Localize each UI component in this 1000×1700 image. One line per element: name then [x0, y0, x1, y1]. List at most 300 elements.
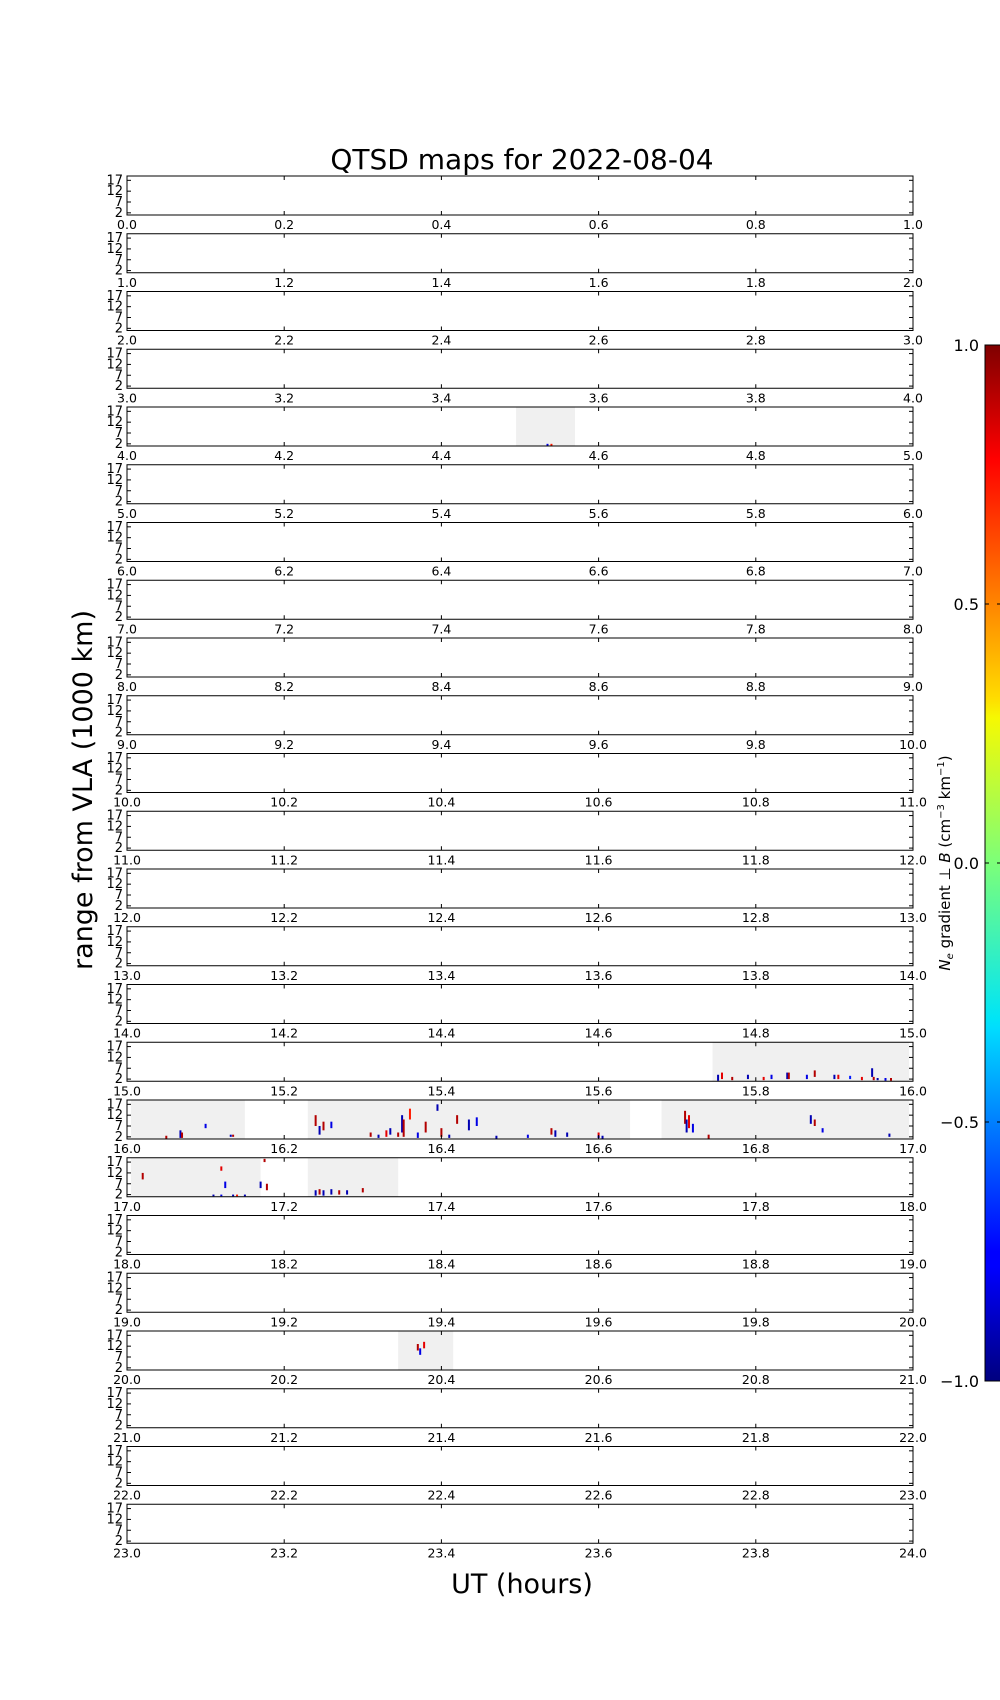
detection-mark: [871, 1068, 873, 1077]
coverage-area: [661, 1100, 909, 1139]
detection-mark: [717, 1075, 719, 1081]
y-tick-label: 2: [114, 1129, 123, 1145]
y-tick-label: 12: [106, 992, 123, 1008]
coverage-area: [308, 1158, 398, 1197]
detection-mark: [417, 1344, 419, 1351]
x-tick-label: 20.0: [113, 1372, 141, 1387]
y-tick-label: 12: [106, 588, 123, 604]
x-tick-label: 22.2: [270, 1487, 299, 1503]
x-tick-label: 6.0: [117, 563, 137, 579]
x-tick-label: 7.0: [117, 621, 137, 637]
x-tick-label: 12.4: [427, 910, 456, 925]
detection-mark: [389, 1128, 391, 1135]
x-tick-label: 15.4: [427, 1083, 456, 1099]
y-tick-label: 2: [114, 841, 123, 857]
y-tick-label: 7: [114, 657, 123, 672]
y-tick-label: 12: [106, 472, 123, 488]
x-tick-label: 10.0: [113, 794, 141, 810]
detection-mark: [747, 1075, 749, 1079]
x-tick-label: 5.0: [903, 448, 923, 463]
x-tick-label: 17.4: [427, 1198, 456, 1214]
y-tick-label: 2: [114, 552, 123, 568]
detection-mark: [806, 1075, 808, 1079]
y-tick-label: 17: [106, 1386, 123, 1402]
y-tick-label: 7: [114, 195, 123, 210]
detection-mark: [385, 1130, 387, 1137]
panel-21: [106, 1386, 927, 1445]
detection-mark: [346, 1190, 348, 1194]
panel-frame: [127, 1331, 913, 1370]
x-tick-label: 21.6: [584, 1429, 613, 1445]
detection-mark: [264, 1159, 266, 1162]
x-tick-label: 12.2: [270, 910, 299, 925]
detection-mark: [362, 1188, 364, 1192]
x-tick-label: 6.6: [588, 563, 609, 579]
x-tick-label: 19.6: [584, 1314, 613, 1330]
x-tick-label: 18.0: [899, 1198, 927, 1214]
x-tick-label: 21.8: [741, 1429, 770, 1445]
panel-23: [106, 1502, 927, 1561]
x-tick-label: 0.4: [431, 217, 452, 232]
x-tick-label: 8.0: [117, 679, 137, 694]
detection-mark: [230, 1135, 232, 1137]
y-tick-label: 7: [114, 368, 123, 384]
x-tick-label: 8.2: [274, 679, 295, 694]
y-tick-label: 7: [114, 1176, 123, 1192]
y-tick-label: 7: [114, 714, 123, 730]
panel-7: [106, 578, 923, 637]
detection-mark: [165, 1136, 167, 1139]
panel-16: [106, 1097, 927, 1156]
x-tick-label: 1.4: [431, 274, 452, 290]
detection-mark: [425, 1122, 427, 1133]
x-tick-label: 18.2: [270, 1256, 299, 1272]
x-tick-label: 10.4: [427, 794, 456, 810]
x-tick-label: 20.4: [427, 1372, 456, 1387]
x-tick-label: 6.0: [903, 505, 923, 521]
colorbar-label-sub: e: [945, 953, 956, 960]
colorbar-tick-label: −0.5: [940, 1113, 979, 1132]
x-tick-label: 4.0: [903, 390, 923, 406]
panel-11: [106, 809, 927, 868]
y-tick-label: 12: [106, 1223, 123, 1239]
x-tick-label: 21.4: [427, 1429, 456, 1445]
detection-mark: [142, 1173, 144, 1180]
x-tick-label: 16.6: [584, 1141, 613, 1156]
detection-mark: [566, 1133, 568, 1137]
y-tick-label: 12: [106, 703, 123, 719]
y-tick-label: 12: [106, 299, 123, 315]
y-tick-label: 2: [114, 379, 123, 395]
detection-mark: [686, 1120, 688, 1133]
y-tick-label: 7: [114, 426, 123, 441]
detection-mark: [315, 1190, 317, 1195]
x-tick-label: 13.2: [270, 967, 299, 983]
x-tick-label: 2.8: [745, 332, 766, 348]
detection-mark: [232, 1195, 234, 1197]
panel-14: [106, 982, 927, 1041]
y-tick-label: 17: [106, 577, 123, 593]
x-tick-label: 0.8: [745, 217, 766, 232]
colorbar-label-close: ): [936, 755, 954, 762]
y-tick-label: 12: [106, 530, 123, 546]
panel-frame: [127, 176, 913, 215]
y-tick-label: 7: [114, 541, 123, 557]
panel-frame: [127, 869, 913, 908]
detection-mark: [873, 1077, 875, 1080]
detection-mark: [417, 1133, 419, 1138]
panel-4: [106, 404, 923, 463]
x-tick-label: 20.8: [741, 1372, 770, 1387]
detection-mark: [692, 1124, 694, 1133]
y-tick-label: 2: [114, 1303, 123, 1319]
x-tick-label: 3.0: [903, 332, 923, 348]
x-tick-label: 12.6: [584, 910, 613, 925]
colorbar: [936, 336, 1000, 1391]
x-tick-label: 3.4: [431, 390, 452, 406]
x-tick-label: 23.6: [584, 1545, 613, 1561]
y-tick-label: 12: [106, 415, 123, 431]
x-tick-label: 13.4: [427, 967, 456, 983]
detection-mark: [554, 1130, 556, 1137]
y-tick-label: 17: [106, 231, 123, 247]
panel-frame: [127, 465, 913, 504]
detection-mark: [260, 1182, 262, 1189]
y-tick-label: 17: [106, 346, 123, 362]
x-tick-label: 15.0: [899, 1025, 927, 1041]
detection-mark: [409, 1109, 411, 1120]
x-tick-label: 4.8: [745, 448, 766, 463]
detection-mark: [888, 1134, 890, 1137]
panel-2: [106, 289, 923, 348]
x-tick-label: 23.0: [899, 1487, 927, 1503]
y-tick-label: 2: [114, 1014, 123, 1030]
y-tick-label: 2: [114, 321, 123, 337]
y-tick-label: 12: [106, 1281, 123, 1297]
x-tick-label: 4.0: [117, 448, 137, 463]
x-tick-label: 4.4: [431, 448, 452, 463]
y-tick-label: 12: [106, 357, 123, 373]
y-tick-label: 7: [114, 310, 123, 326]
x-tick-label: 15.6: [584, 1083, 613, 1099]
coverage-area: [713, 1042, 910, 1081]
detection-mark: [315, 1115, 317, 1126]
x-tick-label: 0.2: [274, 217, 295, 232]
y-tick-label: 17: [106, 1155, 123, 1171]
x-tick-label: 16.2: [270, 1141, 299, 1156]
detection-mark: [323, 1122, 325, 1131]
x-tick-label: 7.6: [588, 621, 609, 637]
y-tick-label: 2: [114, 436, 123, 452]
y-tick-label: 7: [114, 1350, 123, 1365]
x-tick-label: 7.4: [431, 621, 452, 637]
y-tick-label: 7: [114, 945, 123, 961]
detection-mark: [330, 1189, 332, 1194]
x-tick-label: 8.4: [431, 679, 452, 694]
x-tick-label: 14.4: [427, 1025, 456, 1041]
y-tick-label: 2: [114, 1360, 123, 1376]
colorbar-tick-label: −1.0: [940, 1372, 979, 1391]
panel-frame: [127, 811, 913, 850]
x-tick-label: 2.6: [588, 332, 609, 348]
detection-mark: [224, 1182, 226, 1189]
panel-9: [106, 693, 927, 752]
panel-3: [106, 347, 923, 406]
detection-mark: [220, 1195, 222, 1197]
x-tick-label: 10.8: [741, 794, 770, 810]
detection-mark: [423, 1342, 425, 1349]
detection-mark: [788, 1073, 790, 1080]
detection-mark: [456, 1115, 458, 1124]
detection-mark: [468, 1120, 470, 1131]
detection-mark: [731, 1077, 733, 1080]
detection-mark: [602, 1136, 604, 1139]
x-tick-label: 16.0: [899, 1083, 927, 1099]
panel-1: [106, 231, 923, 290]
y-tick-label: 2: [114, 205, 123, 221]
detection-mark: [837, 1075, 839, 1079]
panel-frame: [127, 1216, 913, 1255]
x-tick-label: 22.4: [427, 1487, 456, 1503]
x-tick-label: 17.2: [270, 1198, 299, 1214]
y-tick-label: 12: [106, 1050, 123, 1066]
y-tick-label: 17: [106, 750, 123, 766]
x-tick-label: 3.8: [745, 390, 766, 406]
x-tick-label: 20.6: [584, 1372, 613, 1387]
detection-mark: [550, 444, 552, 446]
x-tick-label: 9.0: [117, 736, 137, 752]
detection-mark: [338, 1190, 340, 1194]
y-tick-label: 17: [106, 462, 123, 478]
x-tick-label: 9.6: [588, 736, 609, 752]
x-tick-label: 11.8: [741, 852, 770, 868]
y-tick-label: 17: [106, 924, 123, 940]
colorbar-label-vec: B: [936, 852, 954, 863]
coverage-area: [131, 1158, 261, 1197]
detection-mark: [419, 1348, 421, 1355]
detection-mark: [810, 1115, 812, 1124]
y-tick-label: 12: [106, 646, 123, 662]
y-tick-label: 7: [114, 599, 123, 615]
coverage-area: [131, 1100, 245, 1139]
detection-mark: [403, 1120, 405, 1137]
y-tick-label: 2: [114, 1187, 123, 1203]
y-tick-label: 7: [114, 1523, 123, 1539]
x-tick-label: 10.2: [270, 794, 299, 810]
x-tick-label: 11.0: [899, 794, 927, 810]
x-tick-label: 9.4: [431, 736, 452, 752]
x-tick-label: 24.0: [899, 1545, 927, 1561]
x-tick-label: 9.2: [274, 736, 295, 752]
colorbar-label-n: N: [936, 959, 954, 971]
x-tick-label: 21.0: [113, 1429, 141, 1445]
x-tick-label: 12.0: [113, 910, 141, 925]
x-tick-label: 16.8: [741, 1141, 770, 1156]
y-tick-label: 17: [106, 1501, 123, 1517]
y-tick-label: 2: [114, 667, 123, 683]
y-tick-label: 17: [106, 519, 123, 535]
y-tick-label: 2: [114, 263, 123, 279]
panel-frame: [127, 234, 913, 273]
panel-20: [106, 1328, 927, 1387]
x-tick-label: 5.8: [745, 505, 766, 521]
x-tick-label: 3.6: [588, 390, 609, 406]
y-tick-label: 17: [106, 288, 123, 304]
x-tick-label: 6.4: [431, 563, 452, 579]
x-tick-label: 7.2: [274, 621, 295, 637]
colorbar-tick-label: 0.0: [953, 854, 979, 873]
panel-13: [106, 924, 927, 983]
x-tick-label: 0.6: [588, 217, 609, 232]
colorbar-tick-label: 0.5: [953, 595, 979, 614]
x-tick-label: 22.0: [113, 1487, 141, 1503]
x-tick-label: 12.0: [899, 852, 927, 868]
x-tick-label: 10.0: [899, 736, 927, 752]
y-tick-label: 12: [106, 1108, 123, 1124]
panel-frame: [127, 1273, 913, 1312]
y-tick-label: 2: [114, 725, 123, 741]
x-tick-label: 22.0: [899, 1429, 927, 1445]
x-tick-label: 18.8: [741, 1256, 770, 1272]
detection-mark: [378, 1135, 380, 1138]
x-tick-label: 23.4: [427, 1545, 456, 1561]
x-tick-label: 18.6: [584, 1256, 613, 1272]
x-tick-label: 19.0: [113, 1314, 141, 1330]
x-tick-label: 13.8: [741, 967, 770, 983]
y-tick-label: 17: [106, 1443, 123, 1459]
y-tick-label: 7: [114, 1003, 123, 1019]
detection-mark: [688, 1115, 690, 1128]
x-tick-label: 13.0: [113, 967, 141, 983]
detection-mark: [448, 1135, 450, 1138]
x-tick-label: 21.0: [899, 1372, 927, 1387]
x-tick-label: 23.8: [741, 1545, 770, 1561]
panel-18: [106, 1213, 927, 1272]
x-tick-label: 14.0: [899, 967, 927, 983]
detection-mark: [814, 1070, 816, 1077]
y-tick-label: 17: [106, 808, 123, 824]
panel-17: [106, 1155, 927, 1214]
x-tick-label: 20.0: [899, 1314, 927, 1330]
y-tick-label: 12: [106, 761, 123, 777]
detection-mark: [547, 444, 549, 446]
y-tick-label: 2: [114, 1476, 123, 1492]
y-tick-label: 12: [106, 819, 123, 835]
panel-frame: [127, 638, 913, 677]
y-tick-label: 2: [114, 783, 123, 799]
detection-mark: [550, 1128, 552, 1135]
panel-frame: [127, 754, 913, 793]
y-tick-label: 7: [114, 888, 123, 903]
y-tick-label: 2: [114, 494, 123, 510]
detection-mark: [232, 1135, 234, 1137]
x-tick-label: 15.0: [113, 1083, 141, 1099]
detection-mark: [884, 1078, 886, 1081]
y-tick-label: 2: [114, 898, 123, 914]
y-tick-label: 17: [106, 981, 123, 997]
x-axis-label: UT (hours): [451, 1569, 593, 1600]
x-tick-label: 23.2: [270, 1545, 299, 1561]
x-tick-label: 5.6: [588, 505, 609, 521]
detection-mark: [721, 1073, 723, 1080]
panel-10: [106, 751, 927, 810]
x-tick-label: 3.0: [117, 390, 137, 406]
x-tick-label: 23.0: [113, 1545, 141, 1561]
detection-mark: [436, 1104, 438, 1111]
detection-mark: [763, 1077, 765, 1080]
panel-0: [106, 173, 923, 232]
detection-mark: [861, 1077, 863, 1080]
x-tick-label: 9.0: [903, 679, 923, 694]
x-tick-label: 19.8: [741, 1314, 770, 1330]
y-tick-label: 17: [106, 1097, 123, 1113]
y-tick-label: 7: [114, 1292, 123, 1308]
detection-mark: [771, 1075, 773, 1079]
panel-frame: [127, 1504, 913, 1543]
detection-mark: [814, 1120, 816, 1127]
x-tick-label: 17.6: [584, 1198, 613, 1214]
panel-frame: [127, 349, 913, 388]
y-tick-label: 17: [106, 635, 123, 651]
panel-frame: [127, 1389, 913, 1428]
detection-mark: [849, 1076, 851, 1079]
x-tick-label: 8.8: [745, 679, 766, 694]
chart-title: QTSD maps for 2022-08-04: [330, 143, 714, 176]
y-tick-label: 2: [114, 1534, 123, 1550]
x-tick-label: 14.8: [741, 1025, 770, 1041]
y-tick-label: 17: [106, 1212, 123, 1228]
x-tick-label: 11.6: [584, 852, 613, 868]
detection-mark: [236, 1195, 238, 1197]
x-tick-label: 15.2: [270, 1083, 299, 1099]
y-tick-label: 7: [114, 772, 123, 788]
x-tick-label: 11.0: [113, 852, 141, 868]
x-tick-label: 0.0: [117, 217, 137, 232]
x-tick-label: 4.2: [274, 448, 295, 463]
detection-mark: [181, 1133, 183, 1138]
x-tick-label: 20.2: [270, 1372, 299, 1387]
panel-12: [106, 866, 927, 925]
x-tick-label: 5.4: [431, 505, 452, 521]
panel-frame: [127, 580, 913, 619]
y-tick-label: 7: [114, 1061, 123, 1077]
x-tick-label: 18.0: [113, 1256, 141, 1272]
y-tick-label: 12: [106, 1396, 123, 1412]
panel-8: [106, 635, 923, 694]
y-tick-label: 12: [106, 1454, 123, 1470]
panel-frame: [127, 523, 913, 562]
x-tick-label: 19.4: [427, 1314, 456, 1330]
x-tick-label: 9.8: [745, 736, 766, 752]
detection-mark: [244, 1195, 246, 1197]
x-tick-label: 4.6: [588, 448, 609, 463]
panel-frame: [127, 292, 913, 331]
y-tick-label: 17: [106, 173, 123, 189]
x-tick-label: 22.6: [584, 1487, 613, 1503]
panel-22: [106, 1444, 927, 1503]
x-tick-label: 7.8: [745, 621, 766, 637]
y-tick-label: 2: [114, 610, 123, 626]
colorbar-label-mid: gradient ⊥: [936, 862, 954, 954]
x-tick-label: 10.6: [584, 794, 613, 810]
y-tick-label: 7: [114, 1465, 123, 1481]
x-tick-label: 17.8: [741, 1198, 770, 1214]
colorbar-label-exp2: −1: [936, 761, 947, 777]
y-tick-label: 17: [106, 404, 123, 420]
x-tick-label: 19.2: [270, 1314, 299, 1330]
y-tick-label: 7: [114, 830, 123, 846]
x-tick-label: 7.0: [903, 563, 923, 579]
